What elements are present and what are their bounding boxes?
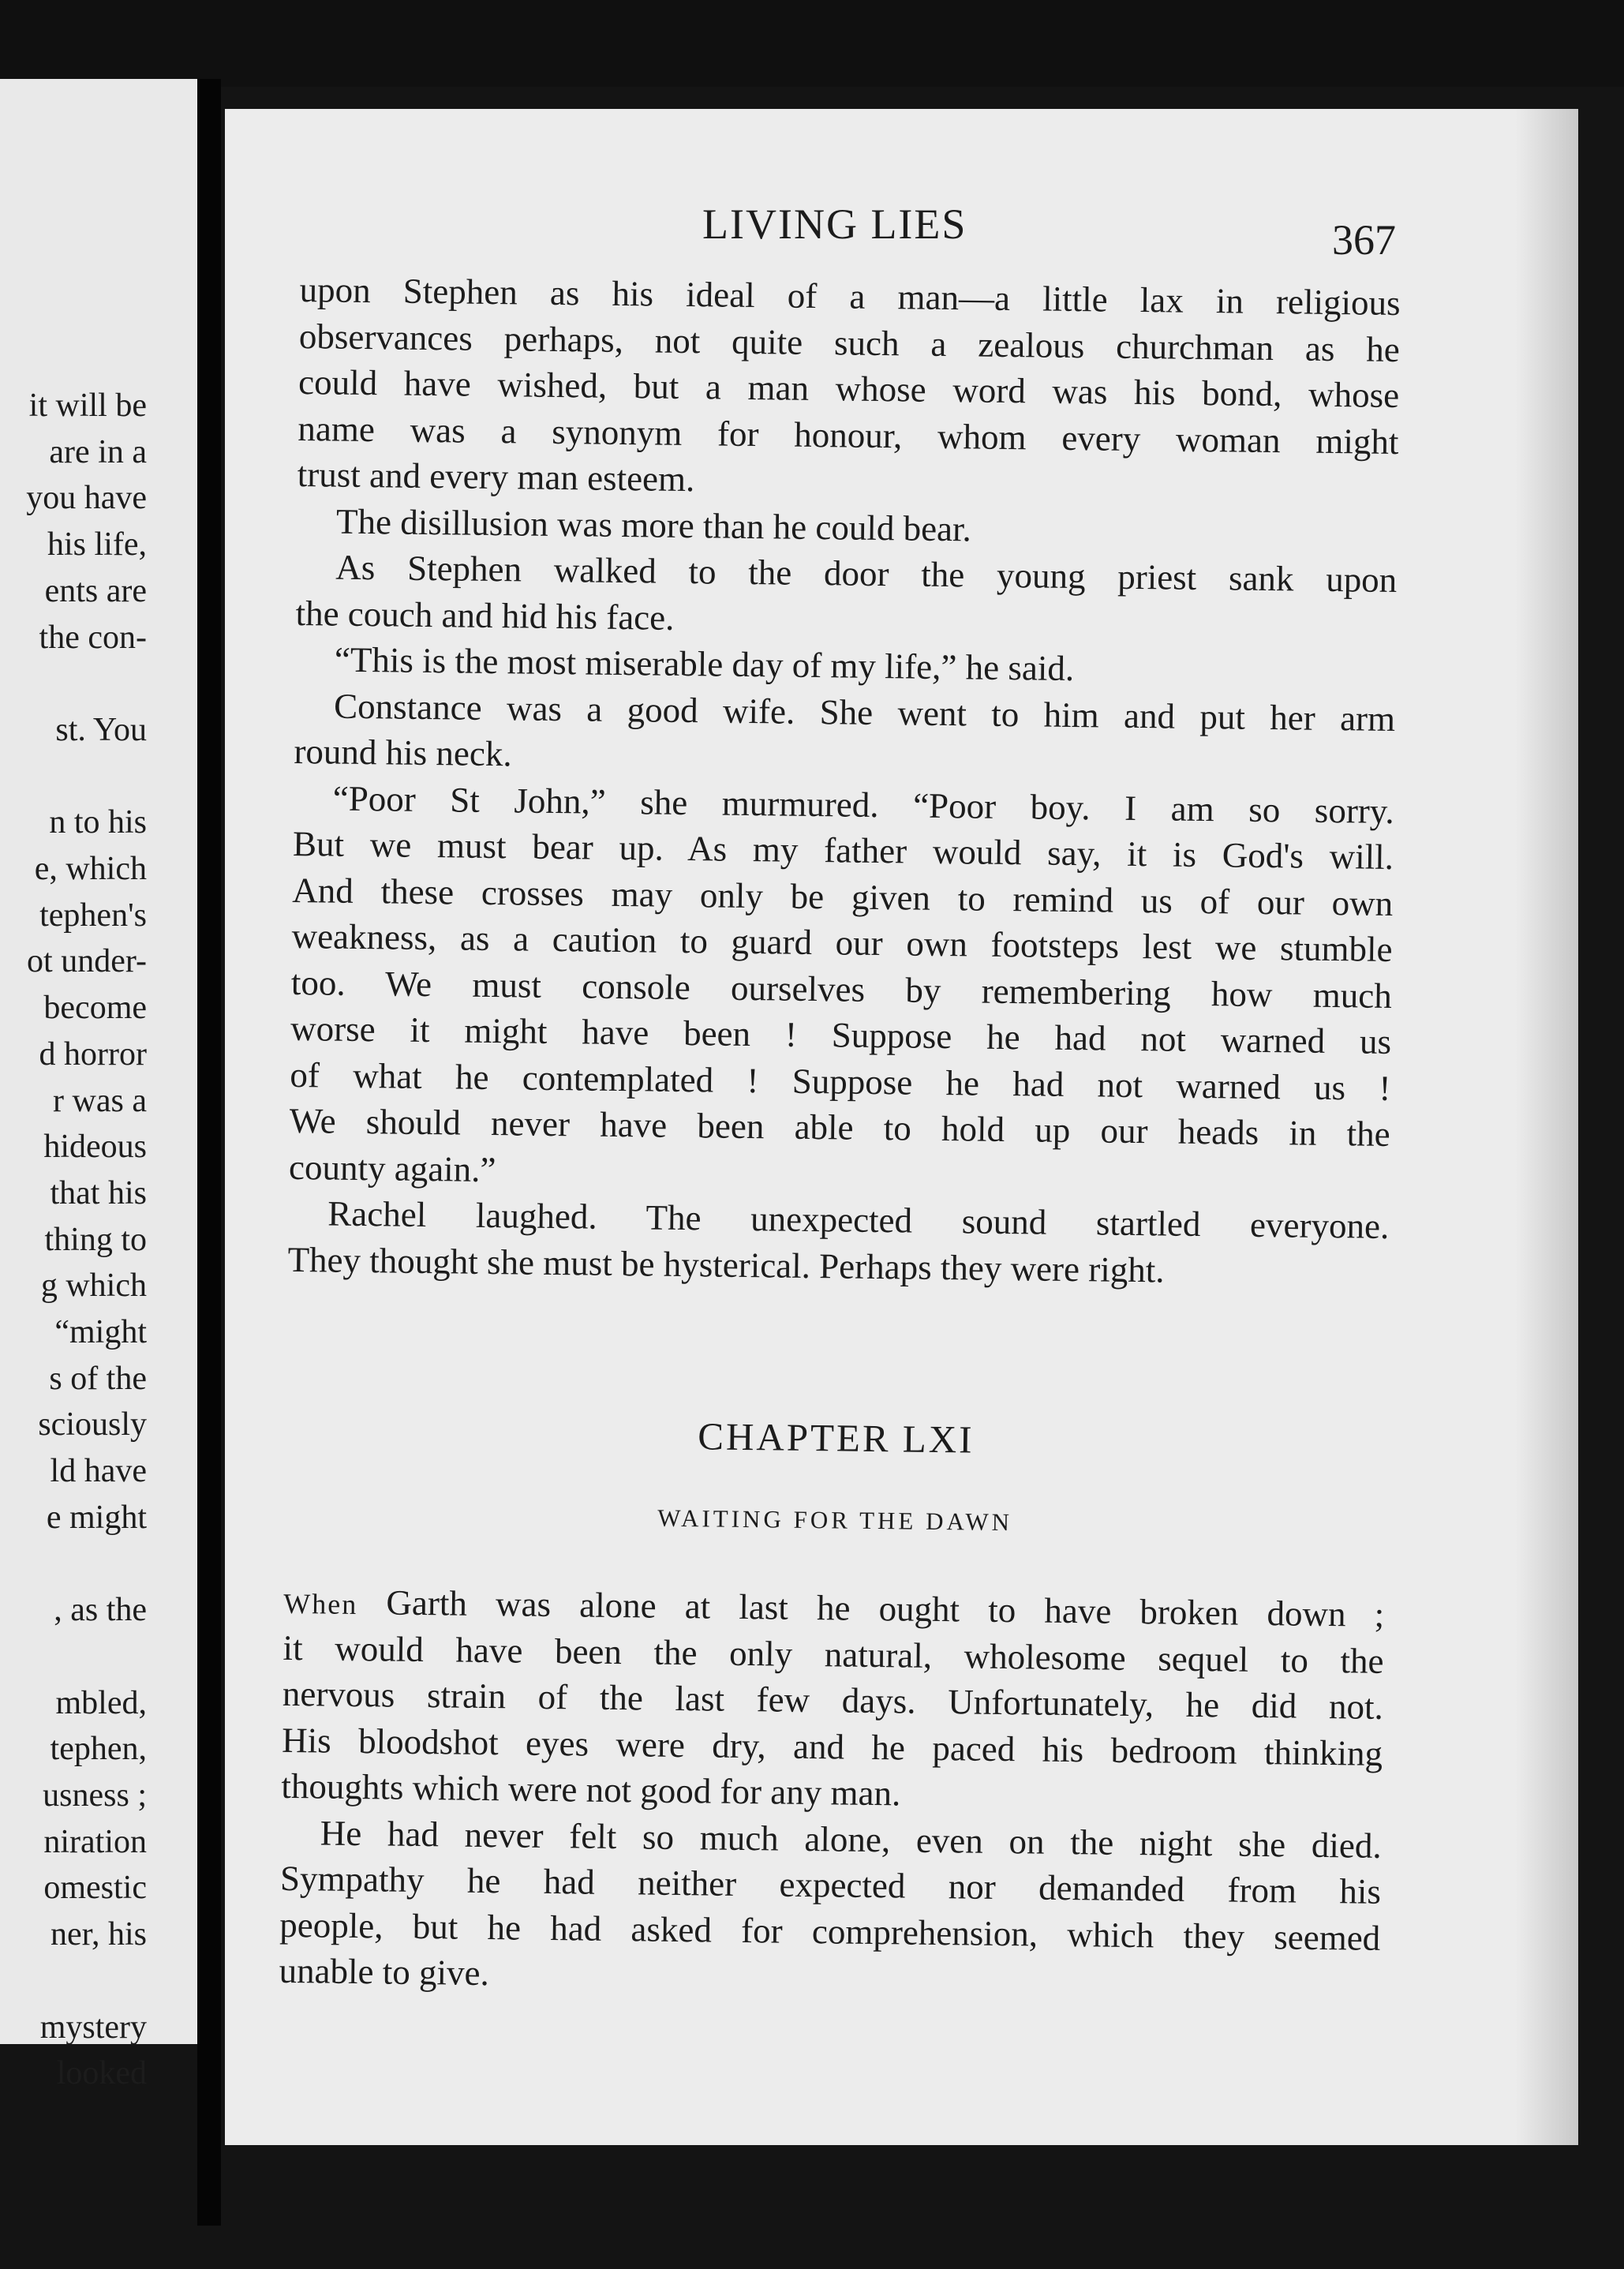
left-page-line: usness ; [43,1777,147,1814]
scan-border-top [0,0,1624,87]
text-line: They thought she must be hysterical. Perhaps they were right. [287,1239,1165,1290]
paragraph [287,1190,1389,1296]
text-line: Constance was a good wife. She went to him and put her arm [333,686,1396,739]
text-line: His bloodshot eyes were dry, and he paced his bedroom thinking [281,1720,1383,1773]
left-page-line: looked [56,2055,147,2092]
text-line: nervous strain of the last few days. Unfortunately, he did not. [282,1673,1384,1727]
left-page-line: that his [50,1174,147,1211]
text-line: “Poor St John,” she murmured. “Poor boy. I am so sorry. [332,778,1394,831]
text-line: people, but he had asked for comprehension, which they seemed [279,1904,1381,1958]
left-page-line: s of the [49,1360,147,1397]
text-line: “This is the most miserable day of my life,” he said. [334,639,1075,689]
text-line: could have wished, but a man whose word was his bond, whose [297,361,1400,416]
left-page-line: ld have [50,1453,147,1490]
text-line: Sympathy he had neither expected nor demanded from his [279,1858,1382,1911]
text-line: As Stephen walked to the door the young priest sank upon [335,547,1398,601]
left-page-line: hideous [43,1129,147,1166]
text-run: Garth was alone at last he ought to have broken down ; [357,1582,1385,1634]
left-page-line: r was a [53,1082,147,1119]
left-page-line: , as the [54,1592,147,1629]
left-page-line: ner, his [51,1916,147,1953]
left-page-fragment [0,79,197,2092]
paragraph [279,1809,1382,2007]
left-page-line: become [43,990,147,1027]
page-edge-shade [1515,109,1578,2145]
page-number: 367 [1332,216,1396,264]
book-gutter [197,79,221,2226]
text-line: The disillusion was more than he could bear. [335,501,972,549]
left-page-line: n to his [49,804,147,841]
text-line: We should never have been able to hold up our heads in the [289,1100,1390,1154]
left-page-line: g which [40,1267,147,1305]
paragraph [297,267,1400,511]
running-head: LIVING LIES [702,200,967,248]
left-page-line: mystery [39,2009,147,2046]
text-line: weakness, as a caution to guard our own footsteps lest we stumble [291,915,1393,969]
text-line: But we must bear up. As my father would say, it is God's will. [292,823,1394,877]
left-page-line: ents are [44,572,147,609]
text-line: name was a synonym for honour, whom every woman might [297,408,1399,462]
left-page-line: e might [46,1499,147,1536]
text-line: of what he contemplated ! Suppose he had not warned us ! [290,1054,1391,1108]
text-line: round his neck. [294,731,512,774]
left-page-line: niration [43,1823,147,1860]
text-line: And these crosses may only be given to remind us of our own [292,870,1394,923]
text-line: thoughts which were not good for any man. [281,1765,901,1814]
left-page-line: ot under- [27,943,147,980]
left-page-line: thing to [44,1221,147,1258]
paragraph [295,544,1397,650]
left-page-line: omestic [43,1870,147,1907]
left-page-line: st. You [55,711,147,748]
left-page-line: d horror [39,1035,147,1073]
left-page-line: mbled, [55,1684,147,1721]
left-page-line: e, which [34,851,147,887]
text-line: too. We must console ourselves by remembering how much [290,962,1393,1016]
text-line: observances perhaps, not quite such a zealous churchman as he [298,316,1401,369]
small-caps-opening: When [283,1587,358,1621]
text-line: trust and every man esteem. [297,454,695,500]
chapter-subtitle: WAITING FOR THE DAWN [657,1503,1013,1537]
text-line: the couch and hid his face. [295,593,675,638]
left-page-line: tephen's [39,897,147,934]
left-page-line: “might [54,1314,147,1350]
page-text-block [279,267,1401,2007]
paragraph [281,1578,1384,1823]
text-line: He had never felt so much alone, even on the night she died. [320,1812,1382,1866]
right-page [225,109,1578,2145]
chapter-title: CHAPTER LXI [698,1414,975,1462]
left-page-line: sciously [38,1406,147,1443]
text-line: unable to give. [279,1950,490,1994]
left-page-line: the con- [39,619,147,656]
text-line: county again.” [288,1147,496,1189]
text-line: upon Stephen as his ideal of a man—a little lax in religious [299,269,1401,324]
text-line: it would have been the only natural, wholesome sequel to the [283,1627,1384,1681]
left-page-line: tephen, [50,1731,147,1768]
text-line: worse it might have been ! Suppose he had not warned us [290,1008,1392,1061]
paragraph [289,774,1394,1204]
left-page-line: his life, [47,526,147,564]
left-page-line: are in a [49,433,147,470]
left-page-line: you have [26,480,147,517]
text-line: Rachel laughed. The unexpected sound startled everyone. [327,1193,1390,1246]
section-gap [286,1282,1388,1391]
paragraph [294,682,1395,788]
left-page-line: it will be [28,388,147,424]
